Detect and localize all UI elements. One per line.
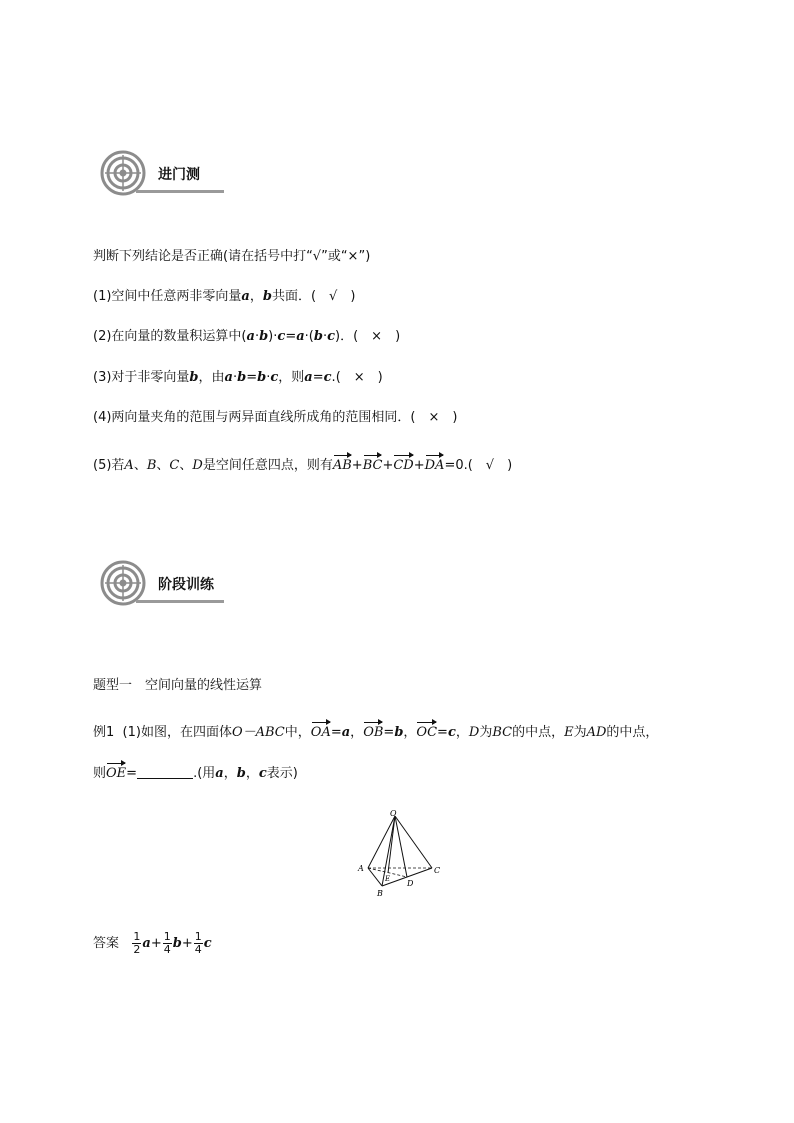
quiz-intro: 判断下列结论是否正确(请在括号中打“√”或“×”) bbox=[93, 249, 371, 264]
vector-ab: AB bbox=[332, 458, 352, 473]
section-title: 进门测 bbox=[158, 167, 200, 183]
fraction-one-quarter: $\frac{1}{4}$ bbox=[163, 930, 171, 956]
vector-da: DA bbox=[424, 458, 445, 473]
vector-oc: OC bbox=[416, 725, 438, 740]
vertex-label-a: A bbox=[358, 864, 364, 873]
edge-oa bbox=[368, 816, 395, 868]
vector-cd: CD bbox=[393, 458, 414, 473]
section-title: 阶段训练 bbox=[158, 577, 214, 593]
vector-oe: OE bbox=[106, 766, 127, 781]
vertex-label-d: D bbox=[407, 879, 414, 888]
vertex-label-e: E bbox=[385, 875, 391, 883]
answer-line: 答案 $\frac{1}{2}$ a+ $\frac{1}{4}$ b+ $\frac{1}{4}$ c bbox=[93, 930, 212, 956]
fraction-one-quarter: $\frac{1}{4}$ bbox=[194, 930, 202, 956]
answer-bracket: ( × ) bbox=[335, 370, 383, 385]
segment-oe bbox=[388, 816, 395, 873]
answer-bracket: ( √ ) bbox=[310, 289, 356, 304]
quiz-item-5: (5)若A、B、C、D是空间任意四点，则有AB+BC+CD+DA=0.( √ ) bbox=[93, 458, 513, 473]
quiz-item-2: (2)在向量的数量积运算中(a·b)·c=a·(b·c)．( × ) bbox=[93, 329, 401, 344]
vector-oa: OA bbox=[310, 725, 331, 740]
quiz-item-4: (4)两向量夹角的范围与两异面直线所成角的范围相同．( × ) bbox=[93, 410, 458, 425]
vertex-label-c: C bbox=[434, 866, 441, 875]
answer-bracket: ( √ ) bbox=[467, 458, 513, 473]
fraction-one-half: $\frac{1}{2}$ bbox=[133, 930, 141, 956]
example-line-2: 则OE= .(用a，b，c表示) bbox=[93, 766, 298, 781]
section-underline bbox=[136, 600, 224, 603]
problem-type-title: 题型一 空间向量的线性运算 bbox=[93, 678, 263, 693]
vector-ob: OB bbox=[363, 725, 384, 740]
section-header-stage-training bbox=[100, 560, 224, 606]
answer-bracket: ( × ) bbox=[353, 329, 401, 344]
tetrahedron-figure bbox=[352, 808, 442, 900]
answer-bracket: ( × ) bbox=[410, 410, 458, 425]
quiz-item-1: (1)空间中任意两非零向量a，b共面．( √ ) bbox=[93, 289, 356, 304]
vertex-label-b: B bbox=[377, 889, 383, 898]
quiz-item-3: (3)对于非零向量b，由a·b=b·c，则a=c.( × ) bbox=[93, 370, 383, 385]
example-line-1: 例1 (1)如图，在四面体O－ABC中，OA=a，OB=b，OC=c，D为BC的中点，E为AD的中点， bbox=[93, 725, 659, 740]
vertex-label-o: O bbox=[390, 809, 397, 818]
section-underline bbox=[136, 190, 224, 193]
answer-blank bbox=[137, 764, 193, 779]
vector-bc: BC bbox=[362, 458, 383, 473]
section-header-entry-test bbox=[100, 150, 224, 196]
